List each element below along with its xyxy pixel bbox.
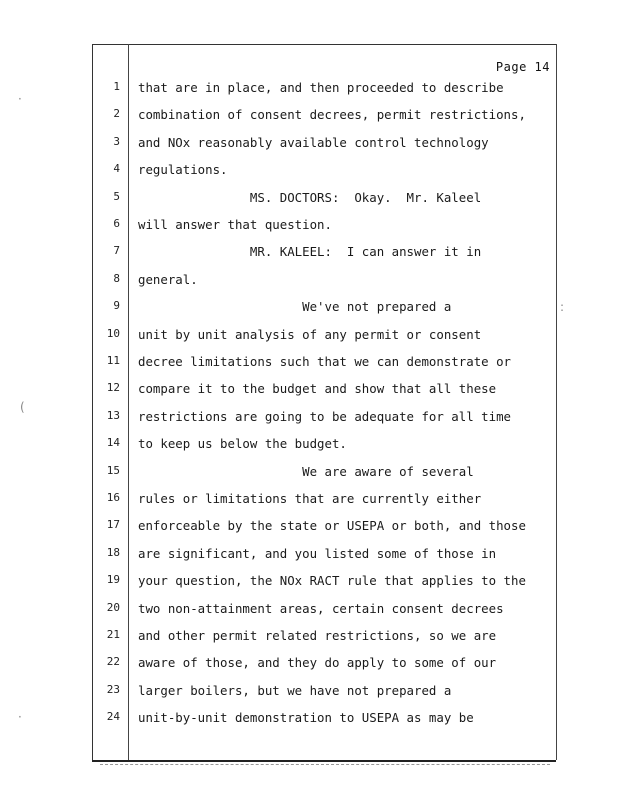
line-text: unit-by-unit demonstration to USEPA as may be: [138, 710, 474, 726]
transcript-line: [0, 377, 618, 403]
line-text: will answer that question.: [138, 217, 332, 232]
line-number: 24: [106, 710, 120, 724]
transcript-line: [0, 597, 618, 623]
line-text: enforceable by the state or USEPA or both, and those: [138, 518, 526, 534]
transcript-line: [0, 460, 618, 486]
scan-speck: ·: [18, 710, 22, 724]
frame-bottom-border: [92, 760, 556, 762]
transcript-line: [0, 131, 618, 157]
transcript-line: [0, 268, 618, 294]
line-text: combination of consent decrees, permit restrictions,: [138, 107, 526, 123]
line-number: 20: [106, 600, 120, 614]
line-text: MR. KALEEL: I can answer it in: [138, 244, 482, 260]
line-text: general.: [138, 271, 198, 287]
line-text: aware of those, and they do apply to some of our: [138, 655, 497, 671]
line-text: restrictions are going to be adequate for all time: [138, 408, 511, 424]
transcript-line: [0, 432, 618, 458]
line-text: regulations.: [138, 162, 228, 178]
line-number: 21: [106, 628, 120, 641]
line-text: are significant, and you listed some of those in: [138, 545, 497, 561]
transcript-line: [0, 186, 618, 212]
scan-artifact-line: [100, 764, 550, 765]
line-text: decree limitations such that we can demonstrate or: [138, 354, 511, 369]
line-number: 9: [113, 299, 120, 313]
line-text: rules or limitations that are currently either: [138, 491, 482, 506]
transcript-line: [0, 240, 618, 266]
scan-bracket-mark: (: [20, 400, 25, 414]
transcript-line: [0, 569, 618, 595]
page-number: Page 14: [495, 60, 550, 74]
transcript-line: [0, 405, 618, 431]
transcript-line: [0, 624, 618, 650]
line-number: 12: [106, 381, 120, 395]
line-text: larger boilers, but we have not prepared a: [138, 682, 452, 698]
line-text: two non-attainment areas, certain consent decrees: [138, 600, 504, 616]
line-number: 18: [106, 545, 120, 559]
transcript-line: [0, 158, 618, 184]
line-text: and other permit related restrictions, so we are: [138, 628, 497, 643]
transcript-line: [0, 514, 618, 540]
line-number: 6: [113, 217, 120, 230]
line-text: unit by unit analysis of any permit or consent: [138, 326, 482, 342]
transcript-line: [0, 679, 618, 705]
line-number: 10: [106, 326, 120, 340]
line-number: 23: [106, 682, 120, 696]
frame-top-border: [92, 44, 556, 45]
scan-speck: ·: [18, 92, 22, 106]
transcript-line: [0, 323, 618, 349]
transcript-line: [0, 706, 618, 732]
transcript-line: [0, 295, 618, 321]
line-number: 5: [113, 189, 120, 203]
line-text: to keep us below the budget.: [138, 436, 347, 452]
line-text: We've not prepared a: [138, 299, 452, 315]
transcript-line: [0, 487, 618, 513]
line-number: 4: [113, 162, 120, 176]
transcript-line: [0, 76, 618, 102]
transcript-line: [0, 103, 618, 129]
line-number: 8: [113, 271, 120, 285]
line-number: 2: [113, 107, 120, 121]
line-text: that are in place, and then proceeded to describe: [138, 80, 504, 95]
transcript-line: [0, 542, 618, 568]
line-text: compare it to the budget and show that all these: [138, 381, 497, 397]
line-number: 3: [113, 134, 120, 148]
line-number: 7: [113, 244, 120, 258]
line-number: 15: [106, 463, 120, 477]
line-number: 14: [106, 436, 120, 450]
line-text: MS. DOCTORS: Okay. Mr. Kaleel: [138, 189, 482, 205]
transcript-line: [0, 213, 618, 239]
line-text: We are aware of several: [138, 463, 474, 479]
line-number: 16: [106, 491, 120, 504]
line-number: 11: [106, 354, 120, 367]
line-number: 13: [106, 408, 120, 422]
transcript-line: [0, 350, 618, 376]
line-text: and NOx reasonably available control technology: [138, 134, 489, 150]
line-number: 17: [106, 518, 120, 532]
line-number: 1: [113, 80, 120, 93]
transcript-line: [0, 651, 618, 677]
scan-speck: :: [560, 300, 565, 314]
line-number: 22: [106, 655, 120, 669]
line-number: 19: [106, 573, 120, 587]
line-text: your question, the NOx RACT rule that applies to the: [138, 573, 526, 589]
